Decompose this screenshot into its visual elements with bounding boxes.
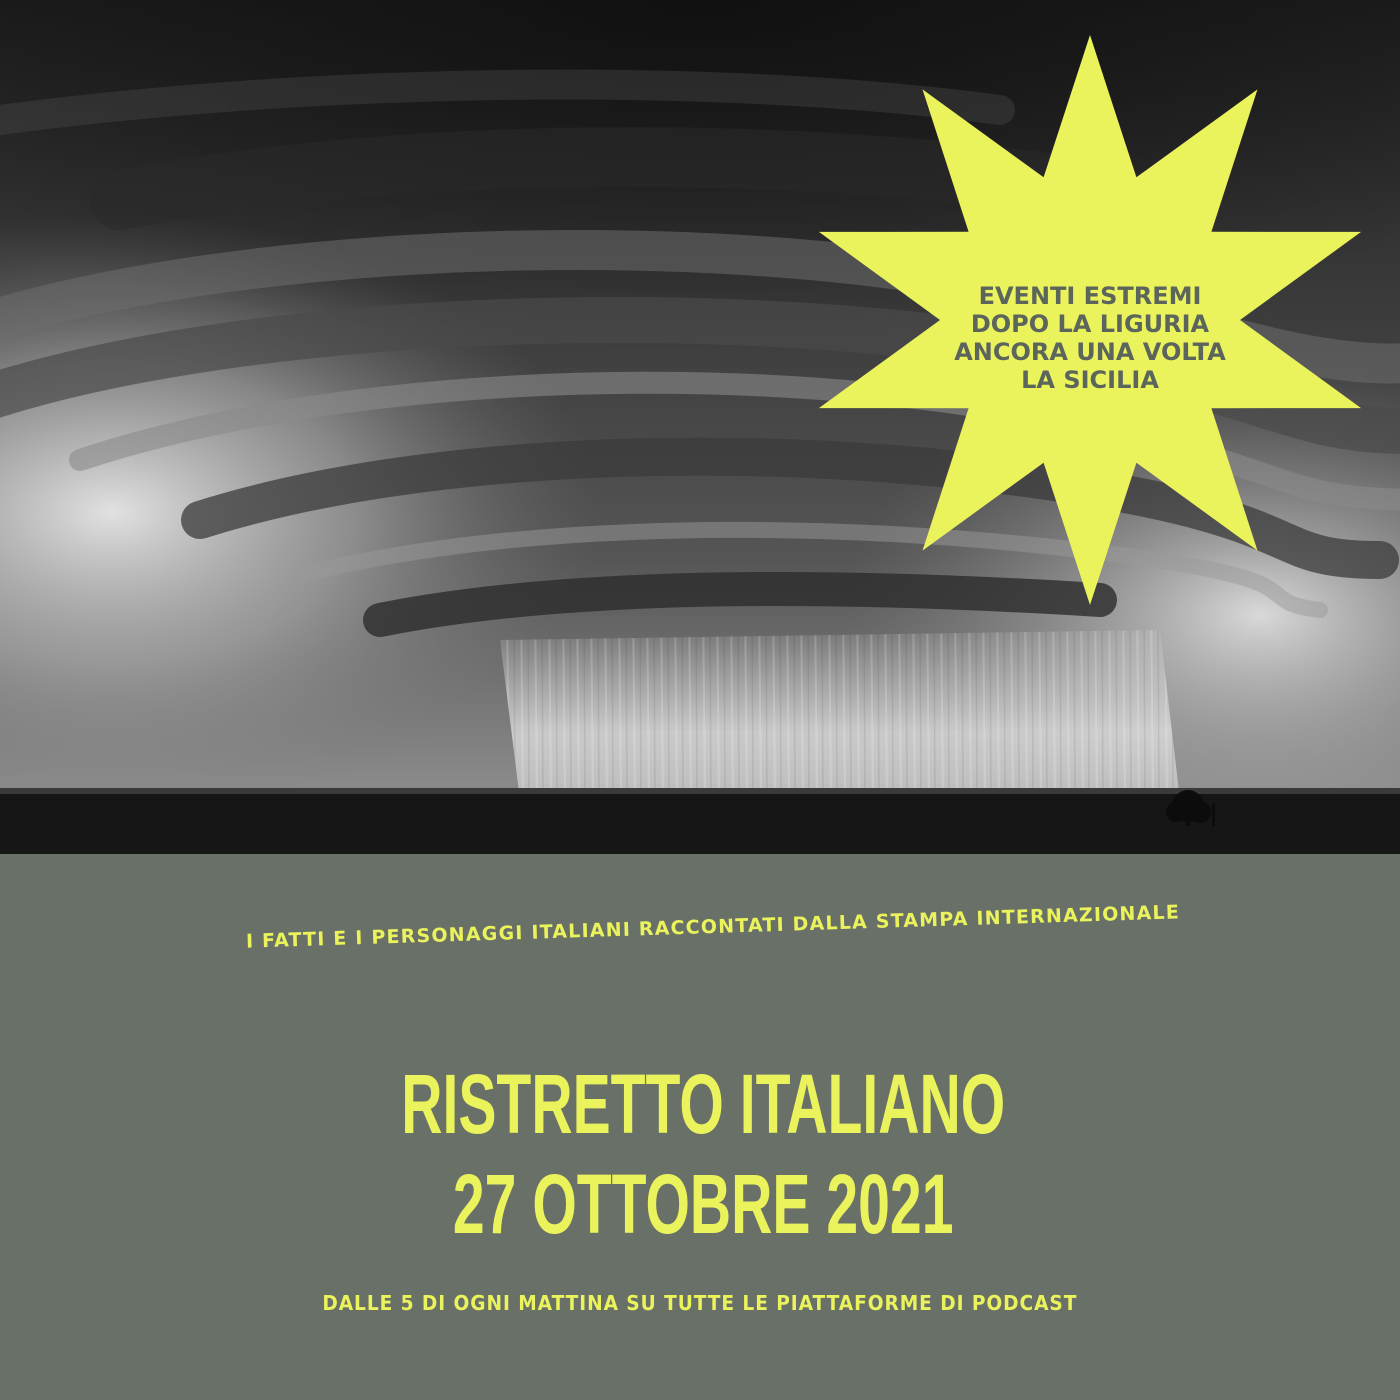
badge-line: DOPO LA LIGURIA [970, 310, 1210, 338]
badge-text [910, 282, 1270, 394]
footer-note: DALLE 5 DI OGNI MATTINA SU TUTTE LE PIATTAFORME DI PODCAST [322, 1291, 1078, 1315]
title-line-date: 27 OTTOBRE 2021 [452, 1157, 954, 1251]
starburst-badge [800, 20, 1380, 620]
info-panel [0, 854, 1400, 1400]
badge-line: LA SICILIA [1021, 366, 1159, 394]
badge-line: ANCORA UNA VOLTA [954, 338, 1226, 366]
tagline: I FATTI E I PERSONAGGI ITALIANI RACCONTATI DALLA STAMPA INTERNAZIONALE [245, 901, 1181, 953]
title-line-name: RISTRETTO ITALIANO [401, 1057, 1006, 1151]
badge-line: EVENTI ESTREMI [978, 282, 1202, 310]
podcast-title [227, 1054, 1179, 1254]
